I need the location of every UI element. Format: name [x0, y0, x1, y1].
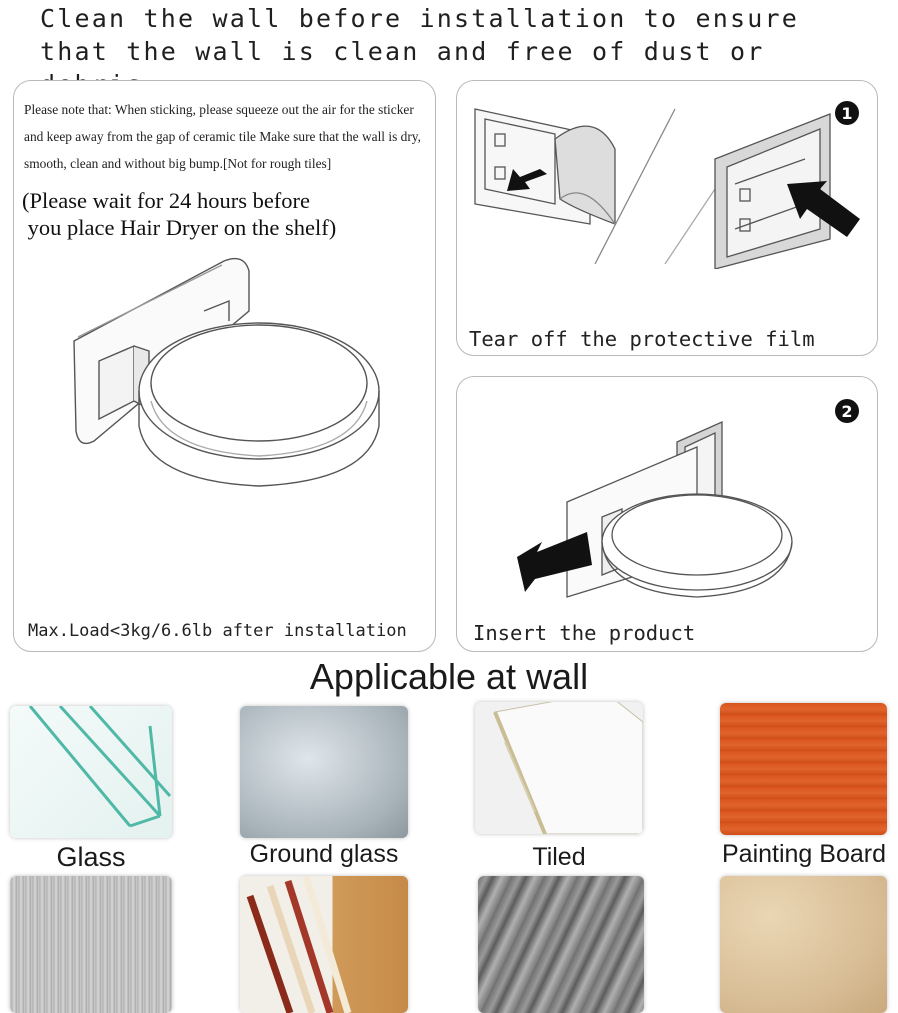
material-label-tiled: Tiled [532, 843, 586, 871]
wait-line-1: (Please wait for 24 hours before [22, 188, 311, 213]
header-line-1: Clean the wall before installation to ensure [40, 4, 800, 33]
installation-note-panel [13, 80, 436, 652]
header-line-2: that the wall is clean and free of dust or [40, 37, 765, 66]
beige-marble-swatch [720, 876, 887, 1013]
material-label-ground-glass: Ground glass [249, 840, 399, 868]
sticking-note [24, 96, 434, 177]
tile-swatch [475, 702, 643, 834]
applicable-title: Applicable at wall [309, 656, 589, 697]
wait-line-2: you place Hair Dryer on the shelf) [22, 215, 337, 240]
painting-board-swatch [720, 703, 887, 835]
caption-line: Tear off the protective film [469, 327, 815, 351]
insert-product-illustration [507, 417, 857, 617]
note-line: and keep away from the gap of ceramic tile Make sure that the wall is dry, [24, 129, 421, 144]
marble-swatch [478, 876, 644, 1013]
material-label-painting-board: Painting Board [721, 840, 886, 868]
wait-notice [22, 187, 432, 241]
laminate-board-swatch [240, 876, 408, 1013]
ground-glass-swatch [240, 706, 408, 838]
note-line: Please note that: When sticking, please squeeze out the air for the sticker [24, 102, 414, 117]
peel-film-illustration [465, 89, 865, 269]
note-line: smooth, clean and without big bump.[Not for rough tiles] [24, 156, 332, 171]
max-load-label: Max.Load<3kg/6.6lb after installation [28, 621, 407, 641]
step-2-number-badge: 2 [835, 399, 859, 423]
step-2-panel [456, 376, 878, 652]
step-1-panel [456, 80, 878, 356]
step-1-number-badge: 1 [835, 101, 859, 125]
brushed-metal-swatch [10, 876, 172, 1013]
step-2-caption: Insert the product [473, 621, 696, 645]
hair-dryer-holder-illustration [54, 251, 414, 531]
glass-swatch [10, 706, 172, 838]
material-label-glass: Glass [56, 842, 126, 872]
